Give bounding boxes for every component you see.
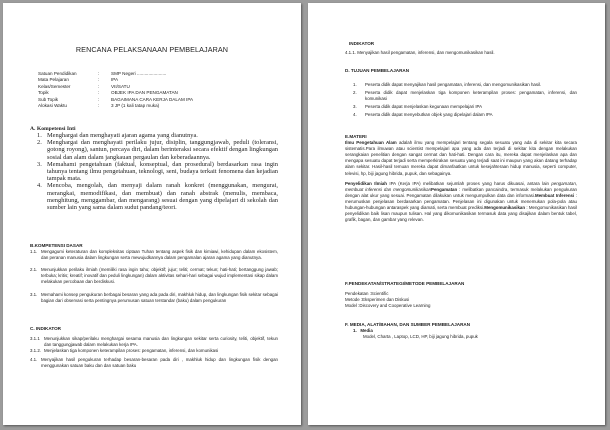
list-text: Peserta didik dapat menjelaskan kegunaan mempelajari IPA bbox=[365, 104, 483, 110]
section-heading: A. Kompetensi Inti bbox=[30, 126, 76, 132]
section-heading: F. MEDIA, ALAT/BAHAN, DAN SUMBER PEMBELAJARAN bbox=[345, 322, 471, 327]
list-text: Menjelaskan tiga komponen keterampilan proses: pengamatan, inferensi, dan komunikasi bbox=[44, 348, 219, 354]
identity-label: Mata Pelajaran bbox=[38, 77, 69, 83]
list-item bbox=[30, 292, 278, 304]
section-media bbox=[345, 322, 577, 340]
list-number: 2. bbox=[37, 139, 42, 147]
list-number: 3. bbox=[353, 104, 357, 110]
list-number: 3.1.1 bbox=[30, 336, 40, 342]
document-page-right bbox=[308, 3, 605, 425]
identity-value: VII/SATU bbox=[111, 83, 130, 89]
list-text: Menyajikan hasil pengukuran terhadap besaran-besaran pada diri , makhluk hidup dan lingkungan fisik dengan menggunakan satuan baku dan dan satuan baku bbox=[41, 357, 278, 369]
list-text: Mengagumi keteraturan dan kompleksitas ciptaan Tuhan tentang aspek fisik dan kimiawi, kehidupan dalam ekosistem, dan peranan manusia dalam lingkungan serta mewujudkannya dalam pengamalan ajaran agama yang dianutnya. bbox=[41, 249, 278, 261]
method-line: Metode :Eksperimen dan Diskusi bbox=[345, 297, 410, 303]
section-indikator-cont bbox=[345, 41, 577, 56]
identity-value: BAGAIMANA CARA KERJA DALAM IPA bbox=[111, 96, 194, 102]
document-page-left bbox=[3, 3, 301, 425]
list-number: 3. bbox=[37, 160, 42, 168]
list-item bbox=[30, 267, 278, 285]
paragraph-text: IPA (Kerja IPA) melibatkan sejumlah proses yang harus dikuasai, antara lain bbox=[386, 180, 552, 186]
paragraph-text: adalah ilmu yang mempelajari tentang segala sesuatu yang ada di sekitar kita secara sistematis.Para ilmuwan atau scientist mempelajari apa yang ada dan terjadi di sekitar kita dengan melakukan serangkaian penelitian dengan sangat cermat dan hati-hati. Dengan cara itu, mereka dapat menjelaskan apa dan mengapa sesuatu dapat terjadi serta memperkirakan sesuatu yang terjadi saat ini maupun yang akan datang terhadap alam sekitar. Hasil-hasil temuan mereka dapat dimanfaatkan untuk kesejahteraan hidup manusia, seperti computer, televisi, hp, biji jagung hibrida, pupuk, dan sebagainya. bbox=[345, 140, 577, 176]
section-heading: INDIKATOR bbox=[349, 41, 375, 46]
list-text: Menghargai dan menghayati ajaran agama yang dianutnya. bbox=[47, 132, 198, 139]
list-text: Menunjukkan sikap/perilaku menghargai sesama manusia dan lingkungan sekitar serta curiosity, teliti, objektif, tekun dan tanggungjawab dalam melakukan kerja IPA. bbox=[44, 336, 278, 348]
list-item bbox=[30, 161, 278, 183]
list-item bbox=[345, 104, 577, 110]
list-item bbox=[30, 357, 278, 369]
media-list: Model, Charta , Laptop, LCD, HP, biji jagung hibrida, pupuk bbox=[363, 334, 478, 340]
section-heading: E.MATERI bbox=[345, 134, 367, 139]
identity-row bbox=[38, 103, 193, 109]
term-bold: Membuat Inferensi bbox=[535, 192, 575, 198]
identity-separator: : bbox=[98, 96, 100, 102]
identity-label: Satuan Pendidikan bbox=[38, 71, 77, 76]
list-item bbox=[30, 139, 278, 161]
list-number: 1. bbox=[353, 328, 357, 334]
section-tujuan-pembelajaran bbox=[345, 68, 577, 119]
method-line: Pendekatan :Scientific bbox=[345, 291, 389, 297]
section-pendekatan bbox=[345, 281, 577, 309]
list-text: Peserta didik dapat menyebutkan objek yang dipelajari dalam IPA bbox=[365, 112, 493, 118]
subheading-text: Media bbox=[360, 328, 373, 334]
identity-separator: : bbox=[98, 103, 100, 109]
paragraph-text: : Mengomunikasikan hasil penyelidikan baik lisan maupun tulisan. Hal yang dikomunikasikan termasuk data yang disajikan dalam bentuk tabel, grafik, bagan, dan gambar yang relevan. bbox=[345, 205, 577, 223]
list-number: 3.1. bbox=[30, 291, 38, 297]
list-number: 2.1. bbox=[30, 267, 38, 273]
identity-separator: : bbox=[98, 83, 100, 89]
paragraph-text: : merumuskan penjelasan berdasarkan pengamatan. Penjelasan ini digunakan untuk menemukan pola-pola atau hubungan-hubungan antaraspek yang diamati, serta membuat prediksi. bbox=[345, 192, 577, 211]
paragraph-text: : melibatkan pancaindra, termasuk melakukan pengukuran dengan alat ukur yang sesuai. Pengamatan dilakukan untuk mengumpulkan data dan informasi. bbox=[345, 186, 578, 198]
list-text: Memahami pengetahuan (faktual, konseptual, dan prosedural) berdasarkan rasa ingin tahunya tentang ilmu pengetahuan, teknologi, seni, budaya terkait fenomena dan kejadian tampak mata. bbox=[47, 160, 278, 183]
materi-paragraph-2 bbox=[345, 181, 577, 224]
list-item bbox=[30, 132, 278, 139]
identity-value: SMP Negeri ....................... bbox=[111, 71, 167, 76]
section-heading: B.KOMPETENSI DASAR bbox=[30, 243, 83, 248]
list-number: 4.1. bbox=[30, 357, 38, 363]
list-text: Peserta didik dapat menjelaskan tiga komponen keterampilan proses: pengamatan, inferensi, dan komunikasi bbox=[365, 90, 577, 102]
list-text: Memahami konsep pengukuran berbagai besaran yang ada pada diri, makhluk hidup, dan lingkungan fisik sekitar sebagai bagian dari observasi serta pentingnya perumusan satuan terstandar (baku) dalam pengukuran bbox=[41, 291, 278, 303]
section-materi bbox=[345, 134, 577, 223]
list-text: Peserta didik dapat menyajikan hasil pengamatan, inferensi, dan mengomunikasikan hasil. bbox=[365, 82, 542, 88]
term-bold: Ilmu Pengetahuan Alam bbox=[345, 140, 397, 146]
identity-value: IPA bbox=[111, 77, 119, 83]
method-line: Model :Discovery and Cooperative Learning bbox=[345, 303, 431, 309]
list-item bbox=[345, 90, 577, 102]
list-number: 1. bbox=[37, 132, 42, 139]
list-number: 1. bbox=[353, 82, 357, 88]
list-number: 1.1. bbox=[30, 249, 38, 255]
term-bold: Mengomunikasikan bbox=[484, 205, 526, 211]
list-number: 3.1.2. bbox=[30, 348, 41, 354]
list-item bbox=[345, 112, 577, 118]
identity-separator: : bbox=[98, 90, 100, 96]
section-indikator bbox=[30, 326, 278, 370]
document-title: RENCANA PELAKSANAAN PEMBELAJARAN bbox=[75, 45, 229, 54]
paragraph-italic: pengamatan, membuat inferensi dan mengomunikasikan bbox=[345, 180, 577, 192]
list-text: Mencoba, mengolah, dan menyaji dalam ranah konkret (menggunakan, mengurai, merangkai, memodifikasi, dan membuat) dan ranah abstrak (menulis, membaca, menghitung, menggambar, dan mengarang) sesuai dengan yang dipelajari di sekolah dan sumber lain yang sama dalam sudut pandang/teori. bbox=[47, 182, 278, 212]
identity-table bbox=[38, 71, 193, 109]
identity-separator: : bbox=[98, 71, 100, 76]
indikator-item: 4.1.1. Menyajikan hasil pengamatan, inferensi, dan mengomunikasikan hasil. bbox=[345, 50, 495, 56]
section-kompetensi-inti bbox=[30, 126, 278, 211]
list-item bbox=[345, 82, 577, 88]
kompetensi-inti-list bbox=[30, 132, 278, 211]
section-heading: D. TUJUAN PEMBELAJARAN bbox=[345, 68, 410, 73]
identity-label: Kelas/Semester bbox=[38, 83, 71, 89]
list-item bbox=[30, 182, 278, 211]
section-kompetensi-dasar bbox=[30, 243, 278, 304]
list-number: 4. bbox=[37, 182, 42, 190]
list-item bbox=[30, 348, 278, 354]
identity-label: Sub Topik bbox=[38, 96, 59, 102]
identity-separator: : bbox=[98, 77, 100, 83]
list-item bbox=[30, 249, 278, 261]
materi-paragraph-1 bbox=[345, 140, 577, 177]
list-number: 2. bbox=[353, 90, 357, 96]
identity-value: 3 JP (1 kali tatap muka) bbox=[111, 103, 160, 109]
list-number: 4. bbox=[353, 112, 357, 118]
term-bold: Penyelidikan Ilmiah bbox=[345, 180, 387, 186]
list-text: Menunjukkan perilaku ilmiah (memiliki rasa ingin tahu; objektif; jujur; teliti; cermat; tekun; hati-hati; bertanggung jawab; terbuka; kritis; kreatif; inovatif dan peduli lingkungan) dalam aktivitas sehari-hari sebagai wujud implementasi sikap dalam melakukan percobaan dan berdiskusi. bbox=[41, 267, 278, 285]
section-heading: C. INDIKATOR bbox=[30, 326, 61, 331]
identity-value: OBJEK IPA DAN PENGAMATAN bbox=[111, 90, 178, 96]
term-bold: Pengamatan bbox=[431, 186, 458, 192]
list-item bbox=[30, 336, 278, 348]
list-text: Menghargai dan menghayati perilaku jujur, disiplin, tanggungjawab, peduli (toleransi, gotong royong), santun, percaya diri, dalam berinteraksi secara efektif dengan lingkungan sosial dan alam dalam jangkauan pergaulan dan keberadaannya. bbox=[47, 139, 278, 161]
identity-label: Alokasi Waktu bbox=[38, 103, 67, 109]
section-heading: F.PENDEKATAN/STRATEGI/METODE PEMBELAJARAN bbox=[345, 281, 465, 286]
identity-label: Topik bbox=[38, 90, 49, 96]
